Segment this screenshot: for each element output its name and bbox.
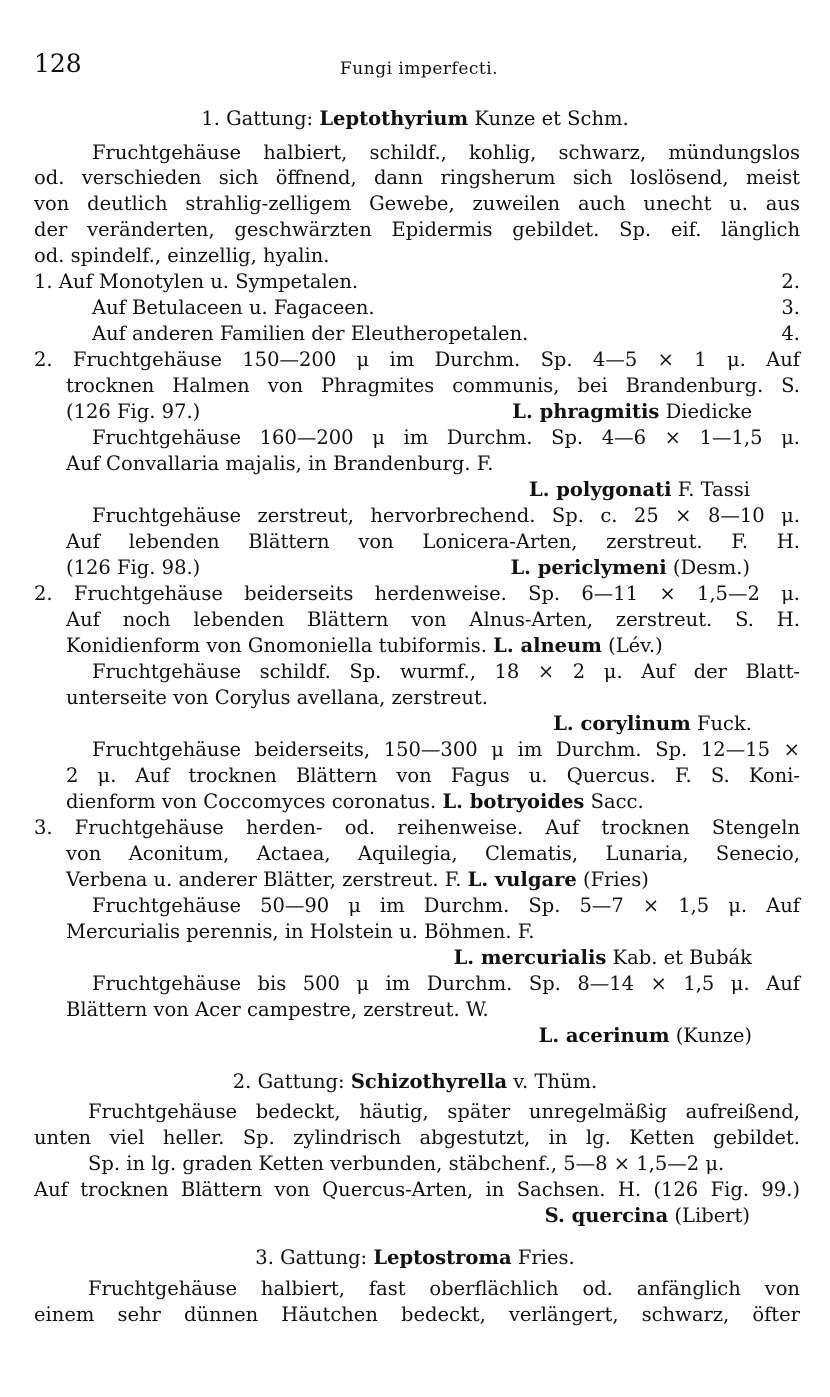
- taxon-name: L. alneum: [493, 634, 602, 657]
- taxon-name: L. periclymeni: [510, 556, 667, 579]
- text-line: unten viel heller. Sp. zylindrisch abgestutzt, in lg. Ketten gebildet.: [34, 1126, 800, 1149]
- key-ref: 2.: [781, 270, 800, 293]
- species-name: L. periclymeni (Desm.): [510, 556, 750, 579]
- text-line: Mercurialis perennis, in Holstein u. Böhmen. F.: [66, 920, 535, 943]
- taxon-name: S. quercina: [544, 1204, 669, 1227]
- taxon-name: L. mercurialis: [453, 946, 607, 969]
- key-line: 2. Fruchtgehäuse beiderseits herdenweise. Sp. 6—11 × 1,5—2 μ.: [34, 582, 800, 605]
- text-line: Auf noch lebenden Blättern von Alnus-Arten, zerstreut. S. H.: [66, 608, 800, 631]
- text-line: Fruchtgehäuse schildf. Sp. wurmf., 18 × 2 μ. Auf der Blatt-: [92, 660, 800, 683]
- species-name: L. acerinum (Kunze): [538, 1024, 752, 1047]
- text-line: Fruchtgehäuse zerstreut, hervorbrechend. Sp. c. 25 × 8—10 μ.: [92, 504, 800, 527]
- figure-ref: (126 Fig. 97.): [66, 400, 201, 423]
- text-line: Blättern von Acer campestre, zerstreut. W.: [66, 998, 489, 1021]
- text-line: trocknen Halmen von Phragmites communis, bei Brandenburg. S.: [66, 374, 800, 397]
- text-line: od. verschieden sich öffnend, dann ringsherum sich loslösend, meist: [34, 166, 800, 189]
- taxon-name: L. botryoides: [442, 790, 585, 813]
- text-line: von Aconitum, Actaea, Aquilegia, Clematis, Lunaria, Senecio,: [66, 842, 800, 865]
- text-line: Auf trocknen Blättern von Quercus-Arten, in Sachsen. H. (126 Fig. 99.): [34, 1178, 800, 1201]
- species-name: L. corylinum Fuck.: [553, 712, 752, 735]
- text-line: Fruchtgehäuse 50—90 μ im Durchm. Sp. 5—7 × 1,5 μ. Auf: [92, 894, 800, 917]
- text-line: Fruchtgehäuse halbiert, fast oberflächlich od. anfänglich von: [88, 1277, 800, 1300]
- key-line: Auf anderen Familien der Eleutheropetalen.: [92, 322, 529, 345]
- text-line: od. spindelf., einzellig, hyalin.: [34, 244, 330, 267]
- genus-heading-leptostroma: 3. Gattung: Leptostroma Fries.: [255, 1246, 575, 1269]
- text-line: Fruchtgehäuse 160—200 μ im Durchm. Sp. 4—6 × 1—1,5 μ.: [92, 426, 800, 449]
- taxon-name: Schizothyrella: [350, 1070, 508, 1093]
- text-line: Konidienform von Gnomoniella tubiformis. L. alneum (Lév.): [66, 634, 663, 657]
- running-head: Fungi imperfecti.: [340, 59, 499, 79]
- text-line: unterseite von Corylus avellana, zerstreut.: [66, 686, 488, 709]
- taxon-name: Leptostroma: [373, 1246, 512, 1269]
- page-number: 128: [34, 49, 82, 78]
- text-line: 2 μ. Auf trocknen Blättern von Fagus u. Quercus. F. S. Koni-: [66, 764, 800, 787]
- key-line: 2. Fruchtgehäuse 150—200 μ im Durchm. Sp. 4—5 × 1 μ. Auf: [34, 348, 800, 371]
- species-name: L. polygonati F. Tassi: [528, 478, 750, 501]
- text-line: Auf Convallaria majalis, in Brandenburg. F.: [66, 452, 494, 475]
- text-line: der veränderten, geschwärzten Epidermis gebildet. Sp. eif. länglich: [34, 218, 800, 241]
- species-name: L. phragmitis Diedicke: [512, 400, 752, 423]
- text-line: Fruchtgehäuse halbiert, schildf., kohlig, schwarz, mündungslos: [92, 141, 800, 164]
- figure-ref: (126 Fig. 98.): [66, 556, 201, 579]
- text-line: Fruchtgehäuse bis 500 μ im Durchm. Sp. 8—14 × 1,5 μ. Auf: [92, 972, 800, 995]
- taxon-name: L. polygonati: [528, 478, 672, 501]
- genus-heading-schizothyrella: 2. Gattung: Schizothyrella v. Thüm.: [232, 1070, 598, 1093]
- genus-heading-leptothyrium: 1. Gattung: Leptothyrium Kunze et Schm.: [201, 107, 629, 130]
- taxon-name: Leptothyrium: [319, 107, 469, 130]
- taxon-name: L. acerinum: [538, 1024, 670, 1047]
- key-line: 1. Auf Monotylen u. Sympetalen.: [34, 270, 359, 293]
- species-name: S. quercina (Libert): [544, 1204, 750, 1227]
- text-line: dienform von Coccomyces coronatus. L. botryoides Sacc.: [66, 790, 644, 813]
- text-line: Verbena u. anderer Blätter, zerstreut. F. L. vulgare (Fries): [66, 868, 649, 891]
- taxon-name: L. corylinum: [553, 712, 691, 735]
- key-line: Auf Betulaceen u. Fagaceen.: [92, 296, 375, 319]
- text-line: Fruchtgehäuse beiderseits, 150—300 μ im Durchm. Sp. 12—15 ×: [92, 738, 800, 761]
- text-line: von deutlich strahlig-zelligem Gewebe, zuweilen auch unecht u. aus: [34, 192, 800, 215]
- text-line: einem sehr dünnen Häutchen bedeckt, verlängert, schwarz, öfter: [34, 1303, 800, 1326]
- species-name: L. mercurialis Kab. et Bubák: [453, 946, 752, 969]
- key-ref: 3.: [781, 296, 800, 319]
- text-line: Fruchtgehäuse bedeckt, häutig, später unregelmäßig aufreißend,: [88, 1100, 800, 1123]
- taxon-name: L. phragmitis: [512, 400, 660, 423]
- taxon-name: L. vulgare: [467, 868, 577, 891]
- key-line: 3. Fruchtgehäuse herden- od. reihenweise. Auf trocknen Stengeln: [34, 816, 800, 839]
- text-line: Sp. in lg. graden Ketten verbunden, stäbchenf., 5—8 × 1,5—2 μ.: [88, 1152, 725, 1175]
- text-line: Auf lebenden Blättern von Lonicera-Arten, zerstreut. F. H.: [66, 530, 800, 553]
- key-ref: 4.: [781, 322, 800, 345]
